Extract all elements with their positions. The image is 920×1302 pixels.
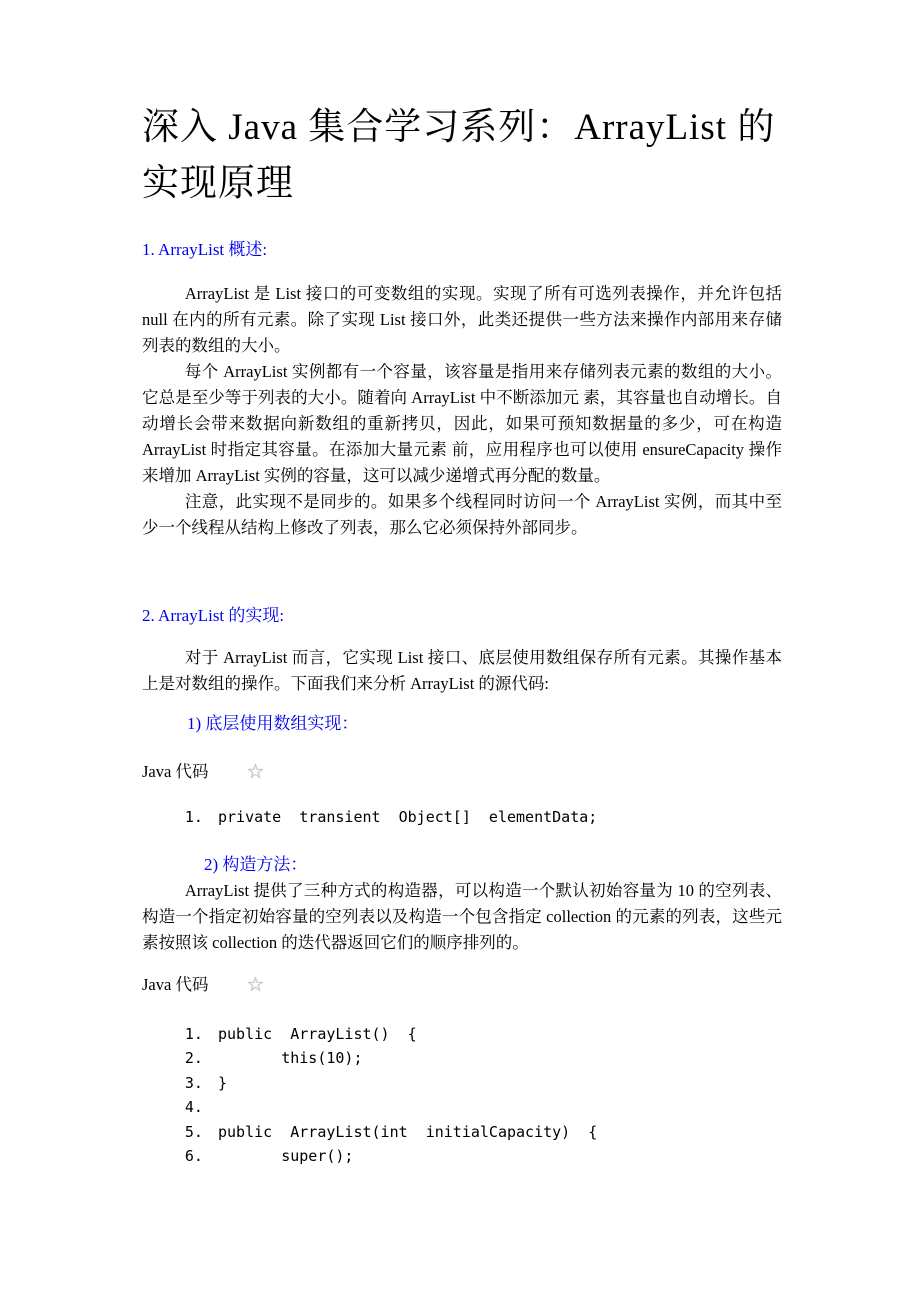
- section2-heading: 2. ArrayList 的实现:: [142, 606, 285, 625]
- code-line: 6. super();: [212, 1144, 782, 1169]
- article-title: 深入 Java 集合学习系列：ArrayList 的实现原理: [142, 107, 776, 204]
- favorite-star-icon[interactable]: ☆: [246, 973, 265, 996]
- favorite-star-icon[interactable]: ☆: [246, 761, 265, 783]
- code-label-row-2: [142, 972, 782, 998]
- code-line: 1. public ArrayList() {: [212, 1022, 782, 1047]
- subsection2-paragraph: ArrayList 提供了三种方式的构造器，可以构造一个默认初始容量为 10 的空列表、构造一个指定初始容量的空列表以及构造一个包含指定 collection 的元素的列表，这些元素按照该 collection 的迭代器返回它们的顺序排列的。: [142, 880, 782, 952]
- section1-heading: 1. ArrayList 概述:: [142, 240, 268, 259]
- subsection1-heading: 1) 底层使用数组实现：: [187, 714, 359, 733]
- code-block-field-declaration: [142, 805, 782, 830]
- java-code-label: Java 代码: [142, 762, 209, 781]
- code-label-row-1: [142, 759, 782, 785]
- subsection2-heading: 2) 构造方法：: [204, 854, 308, 874]
- code-line: 3. }: [212, 1071, 782, 1096]
- code-line: 5. public ArrayList(int initialCapacity) {: [212, 1120, 782, 1145]
- code-line: [212, 1095, 782, 1120]
- section2-intro-paragraph: 对于 ArrayList 而言，它实现 List 接口、底层使用数组保存所有元素。其操作基本上是对数组的操作。下面我们来分析 ArrayList 的源代码:: [142, 648, 782, 693]
- java-code-label: Java 代码: [142, 974, 209, 994]
- code-line: 1. private transient Object[] elementData;: [212, 805, 782, 830]
- section1-paragraph-3: 注意，此实现不是同步的。如果多个线程同时访问一个 ArrayList 实例，而其中至少一个线程从结构上修改了列表，那么它必须保持外部同步。: [142, 492, 782, 537]
- code-block-constructors: [142, 1022, 782, 1169]
- code-line: 2. this(10);: [212, 1046, 782, 1071]
- section1-paragraph-1: ArrayList 是 List 接口的可变数组的实现。实现了所有可选列表操作，并允许包括 null 在内的所有元素。除了实现 List 接口外，此类还提供一些方法来操作内部用来存储列表的数组的大小。: [142, 284, 782, 355]
- section1-paragraph-2: 每个 ArrayList 实例都有一个容量，该容量是指用来存储列表元素的数组的大小。它总是至少等于列表的大小。随着向 ArrayList 中不断添加元 素，其容量也自动增长。自动增长会带来数据向新数组的重新拷贝，因此，如果可预知数据量的多少，可在构造 ArrayList 时指定其容量。在添加大量元素 前，应用程序也可以使用 ensureCapacity 操作来增加 ArrayList 实例的容量，这可以减少递增式再分配的数量。: [142, 362, 782, 485]
